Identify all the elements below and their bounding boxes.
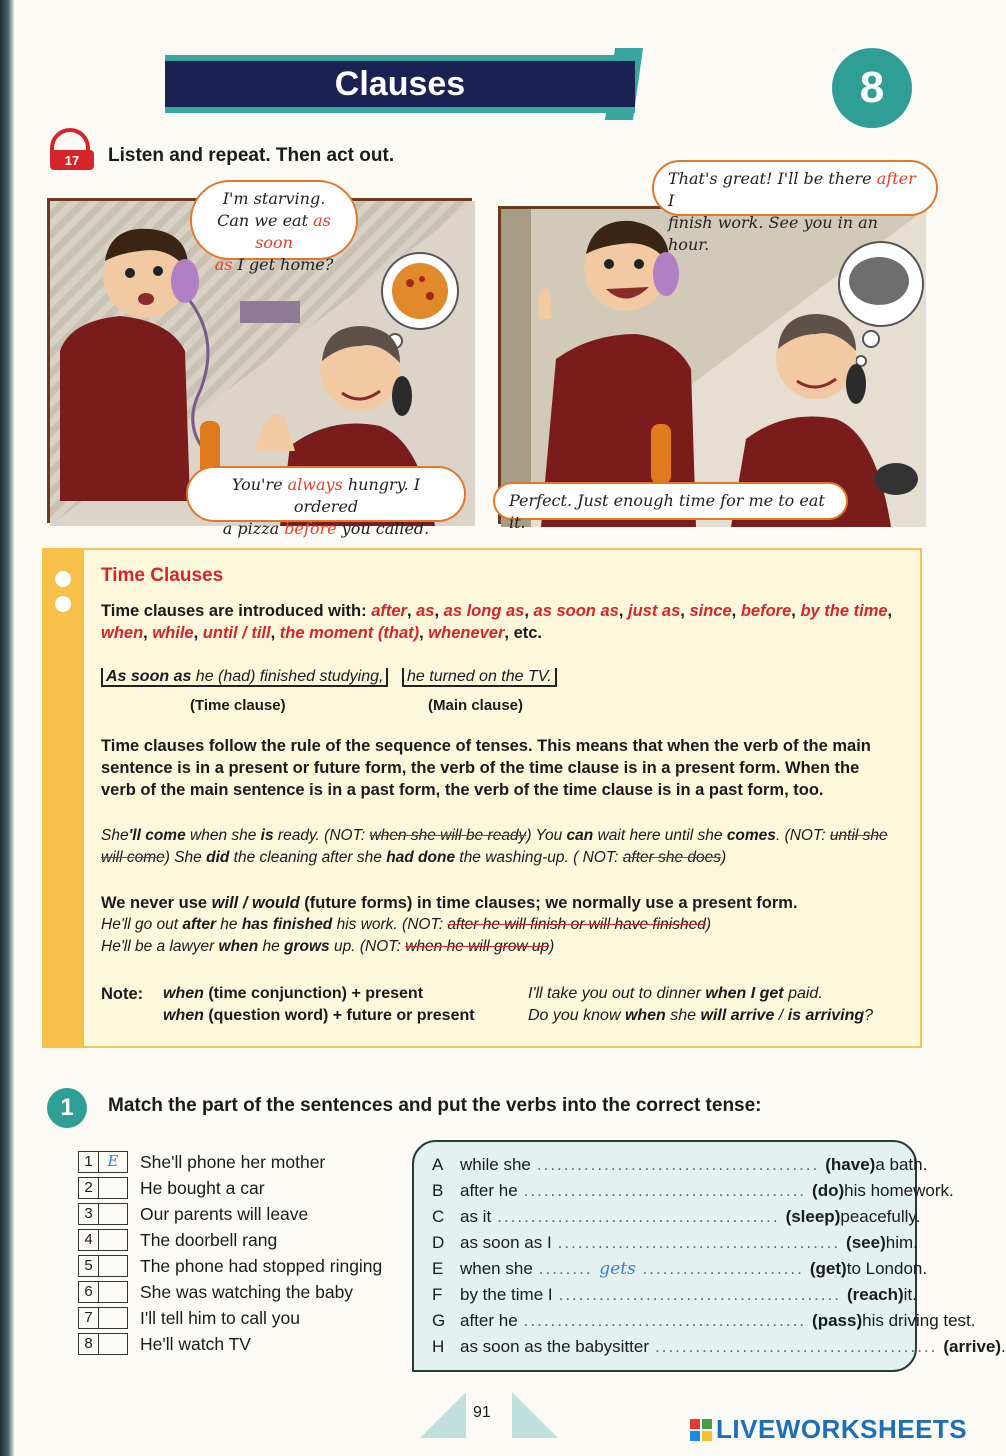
rule-sequence-of-tenses: Time clauses follow the rule of the sequence of tenses. This means that when the verb of the main sentence is in a present or future form, the verb of the time clause is in a present form. When the verb of the main sentence is in a past form, the verb of the time clause is in a past form, too. [101,737,871,799]
ending-letter-b: B [432,1181,444,1200]
answer-box-8[interactable]: 8 [78,1333,128,1355]
liveworksheets-grid-icon [690,1419,712,1441]
sentence-start-4: The doorbell rang [140,1230,278,1250]
answer-box-3[interactable]: 3 [78,1203,128,1225]
note-rule-2: when (question word) + future or present [163,1007,475,1024]
example-main-clause: he turned on the TV. [402,668,557,686]
unit-number-badge: 8 [832,48,912,128]
examples-no-future: He'll go out after he has finished his work. (NOT: after he will finish or will have finished) He'll be a lawyer when he grows up. (NOT: when he will grow up) [101,916,712,955]
blank-f[interactable]: .......................................... [558,1285,841,1304]
answer-e: gets [599,1259,636,1279]
blank-g[interactable]: .......................................... [523,1311,807,1330]
page-title: Clauses [334,64,466,103]
page-decoration-left [420,1392,466,1438]
speech-bubble-boy-1: I'm starving. Can we eat as soon as I get home? [190,180,358,260]
blank-h[interactable]: .......................................... [655,1337,938,1356]
answer-box-2[interactable]: 2 [78,1177,128,1199]
answer-box-4[interactable]: 4 [78,1229,128,1251]
ending-letter-f: F [432,1285,443,1304]
note-example-2: Do you know when she will arrive / is arriving? [528,1007,874,1024]
ending-h: as soon as the babysitter .......................................... (arrive) . [460,1337,1006,1356]
note-rule-1: when (time conjunction) + present [163,985,424,1002]
answer-box-7[interactable]: 7 [78,1307,128,1329]
sentence-start-2: He bought a car [140,1178,265,1198]
bullet-dot [55,571,71,587]
ending-letter-a: A [432,1155,444,1174]
listening-instruction: Listen and repeat. Then act out. [108,145,395,166]
ending-letter-d: D [432,1233,445,1252]
ending-g: after he .......................................... (pass) his driving test. [460,1311,976,1330]
main-clause-label: (Main clause) [428,697,524,714]
blank-c[interactable]: .......................................... [497,1207,780,1226]
answer-box-1[interactable]: 1 E [78,1151,128,1173]
headphones-icon[interactable] [44,128,100,174]
sentence-start-5: The phone had stopped ringing [140,1256,383,1276]
liveworksheets-logo[interactable]: LIVEWORKSHEETS [690,1414,967,1445]
grammar-intro: Time clauses are introduced with: after, as, as long as, as soon as, just as, since, before, by the time, when, while, until / till, the moment (that), whenever, etc. [101,602,893,642]
speech-bubble-dad-1: You're always hungry. I ordered a pizza before you called. [186,466,466,522]
ending-f: by the time I .......................................... (reach) it. [460,1285,917,1304]
blank-a[interactable]: .......................................... [536,1155,820,1174]
ending-d: as soon as I .......................................... (see) him. [460,1233,918,1252]
speech-bubble-boy-2: That's great! I'll be there after I finish work. See you in an hour. [652,160,938,216]
comic-panel-right [498,206,923,524]
ending-e: when she ........ gets ........................ (get) to London. [460,1259,928,1279]
blank-d[interactable]: .......................................... [557,1233,841,1252]
time-clause-label: (Time clause) [190,697,286,714]
sentence-start-8: He'll watch TV [140,1334,251,1354]
sentence-start-6: She was watching the baby [140,1282,354,1302]
page-number: 91 [473,1404,491,1421]
note-example-1: I'll take you out to dinner when I get paid. [528,985,823,1002]
ending-letter-g: G [432,1311,446,1330]
comic-illustration-right [501,209,926,527]
ending-letter-h: H [432,1337,445,1356]
answer-box-6[interactable]: 6 [78,1281,128,1303]
sentence-start-3: Our parents will leave [140,1204,309,1224]
sentence-start-1: She'll phone her mother [140,1152,326,1172]
sentence-start-7: I'll tell him to call you [140,1308,300,1328]
page-title-bar [165,55,635,113]
page-decoration-right [512,1392,558,1438]
track-number: 17 [50,150,94,170]
ending-a: while she .......................................... (have) a bath. [460,1155,928,1174]
note-label: Note: [101,985,144,1003]
blank-e[interactable]: ........ gets ........................ [538,1259,804,1279]
ending-letter-c: C [432,1207,445,1226]
grammar-title: Time Clauses [101,565,224,586]
blank-b[interactable]: .......................................... [523,1181,807,1200]
exercise-instruction: Match the part of the sentences and put the verbs into the correct tense: [108,1095,762,1116]
ending-b: after he .......................................... (do) his homework. [460,1181,954,1200]
examples-sequence-of-tenses: She'll come when she is ready. (NOT: when she will be ready) You can wait here until she comes. (NOT: until she will come) She did the cleaning after she had done the washing-up. ( NOT: after she does) [101,827,888,866]
ending-c: as it .......................................... (sleep) peacefully. [460,1207,921,1226]
grammar-box-strip [42,548,84,1048]
speech-bubble-dad-2: Perfect. Just enough time for me to eat it. [493,482,848,520]
answer-box-5[interactable]: 5 [78,1255,128,1277]
ending-letter-e: E [432,1259,444,1278]
example-time-clause: As soon as he (had) finished studying, [101,668,388,686]
bullet-dot [55,596,71,612]
rule-no-future: We never use will / would (future forms) in time clauses; we normally use a present form. [101,894,798,912]
book-spine-shadow [0,0,14,1456]
exercise-number-badge: 1 [47,1088,87,1128]
